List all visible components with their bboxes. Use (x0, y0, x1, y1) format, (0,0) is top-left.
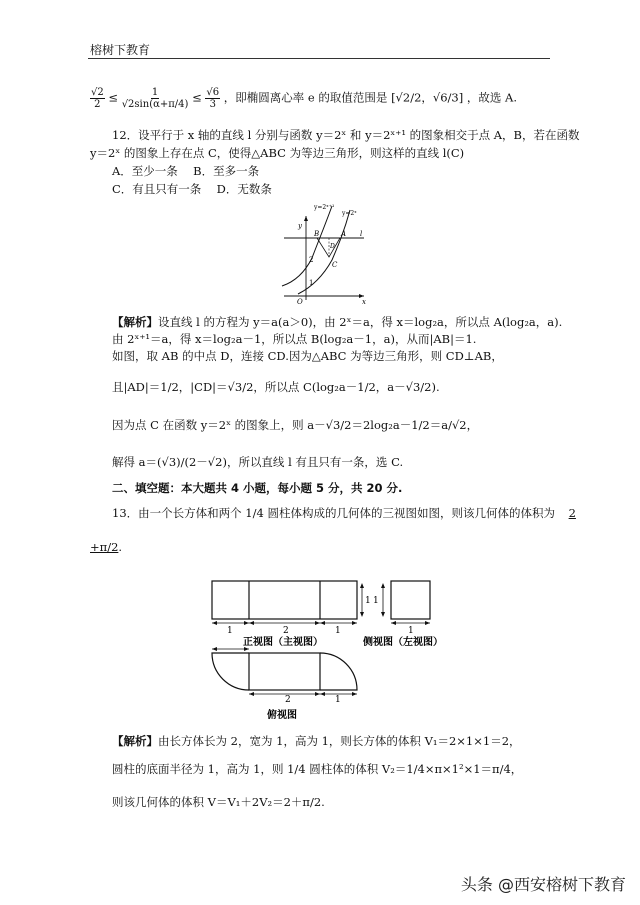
q13-answer-part2: +π/2 (90, 540, 119, 554)
q11-frac-mid: $\frac{1}{√2\sin(\alpha+\pi/4)}$ (121, 87, 189, 110)
three-views-figure (205, 575, 455, 725)
sol12-line5: 因为点 C 在函数 y＝2ˣ 的图象上，则 a－√3/2＝2log₂a－1/2＝a/√2， (112, 418, 479, 432)
header-brand: 榕树下教育 (90, 43, 151, 57)
graph-point-a: A (341, 230, 347, 238)
sol12-line3: 如图，取 AB 的中点 D，连接 CD.因为△ABC 为等边三角形，则 CD⊥AB， (112, 349, 503, 363)
sol13-tag: 【解析】 (112, 734, 158, 748)
sol12-tag: 【解析】 (112, 315, 158, 329)
q12-option-d: D．无数条 (216, 182, 272, 196)
q12-option-b: B．至多一条 (193, 164, 260, 178)
sol13-line3: 则该几何体的体积 V＝V₁＋2V₂＝2＋π/2. (112, 795, 325, 809)
top-view-dim-mid: 2 (285, 695, 291, 705)
q12-options-row2 (112, 182, 272, 196)
front-view-dim-right: 1 (335, 626, 341, 636)
q12-options-row1 (112, 164, 259, 178)
graph-label-2x: y=2ˣ (342, 210, 357, 217)
q13-line1: 13．由一个长方体和两个 1/4 圆柱体构成的几何体的三视图如图，则该几何体的体积为 2 (112, 506, 576, 520)
q12-option-c: C．有且只有一条 (112, 182, 202, 196)
q11-frac-left: $\frac{√2}{2}$ (91, 87, 104, 110)
graph-line-l: l (360, 230, 363, 238)
sol12-line1: 【解析】设直线 l 的方程为 y＝a(a＞0)，由 2ˣ＝a，得 x＝log₂a，所以点 A(log₂a，a). (112, 315, 563, 329)
graph-label-2x1: y=2ˣ⁺¹ (314, 204, 335, 211)
q11-frac-right: $\frac{√6}{3}$ (206, 87, 220, 110)
sol13-line1: 【解析】由长方体长为 2，宽为 1，高为 1，则长方体的体积 V₁＝2×1×1＝2， (112, 734, 521, 748)
graph-tick-1: 1 (309, 279, 314, 287)
sol12-line6: 解得 a＝(√3)/(2－√2)，所以直线 l 有且只有一条，选 C. (112, 455, 404, 469)
exponential-graph (280, 200, 370, 305)
graph-point-c: C (332, 261, 338, 269)
side-view-dim-height: 1 (373, 596, 379, 606)
q12-line1: 12．设平行于 x 轴的直线 l 分别与函数 y＝2ˣ 和 y＝2ˣ⁺¹ 的图象相交于点 A，B，若在函数 (112, 128, 580, 142)
sol12-line4: 且|AD|＝1/2，|CD|＝√3/2，所以点 C(log₂a－1/2，a－√3/2). (112, 380, 440, 394)
q13-line2: +π/2. (90, 540, 123, 554)
sol13-line2: 圆柱的底面半径为 1，高为 1，则 1/4 圆柱体的体积 V₂＝1/4×π×1²×1＝π/4， (112, 762, 523, 776)
graph-origin: O (297, 298, 303, 306)
front-view-caption: 正视图（主视图） (243, 637, 323, 648)
q12-option-a: A．至少一条 (112, 164, 178, 178)
q11-tail: $\frac{√2}{2}$ ≤ $\frac{1}{√2\sin(\alpha+\pi/4)}$ ≤ $\frac{√6}{3}$ ，即椭圆离心率 e 的取值范围是 [√2/2，√6/3] ，故选 A. (91, 87, 517, 110)
front-view-dim-height: 1 (365, 596, 371, 606)
graph-point-d: D (330, 243, 335, 250)
top-view-caption: 俯视图 (267, 710, 297, 721)
graph-tick-2: 2 (309, 256, 314, 264)
front-view-dim-left: 1 (227, 626, 233, 636)
q13-answer-part1: 2 (568, 506, 576, 520)
watermark: 头条 @西安榕树下教育 (460, 875, 626, 894)
top-view-dim-right: 1 (335, 695, 341, 705)
q11-range: [√2/2，√6/3] (391, 90, 464, 105)
graph-point-b: B (314, 230, 320, 238)
side-view-dim-width: 1 (408, 626, 414, 636)
side-view-caption: 侧视图（左视图） (363, 637, 443, 648)
graph-y-label: y (298, 222, 302, 230)
front-view-dim-mid: 2 (283, 626, 289, 636)
sol12-line2: 由 2ˣ⁺¹＝a，得 x＝log₂a－1，所以点 B(log₂a－1，a)，从而|AB|＝1. (112, 332, 477, 346)
graph-x-label: x (362, 298, 366, 306)
header-divider (88, 58, 550, 59)
section2-heading: 二、填空题：本大题共 4 小题，每小题 5 分，共 20 分. (112, 481, 403, 495)
q12-line2: y＝2ˣ 的图象上存在点 C，使得△ABC 为等边三角形，则这样的直线 l(C) (90, 146, 465, 160)
